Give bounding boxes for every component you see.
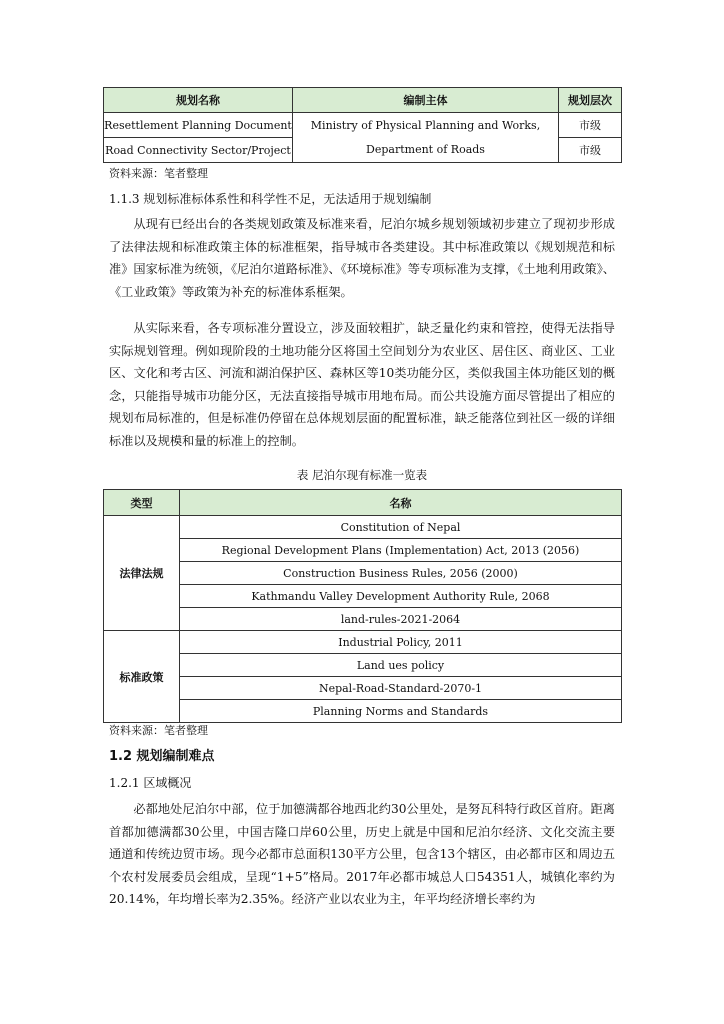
standard-name-cell: Nepal-Road-Standard-2070-1 [180, 677, 622, 700]
header-name: 名称 [180, 490, 622, 516]
standard-name-cell: Industrial Policy, 2011 [180, 631, 622, 654]
plan-name-cell: Road Connectivity Sector/Project [104, 138, 293, 163]
table-row [104, 113, 622, 138]
standard-name-cell: Planning Norms and Standards [180, 700, 622, 723]
header-compiler: 编制主体 [293, 88, 559, 113]
paragraph: 从现有已经出台的各类规划政策及标准来看，尼泊尔城乡规划领域初步建立了现初步形成了法律法规和标准政策主体的标准框架，指导城市各类建设。其中标准政策以《规划规范和标准》国家标准为统领，《尼泊尔道路标准》、《环境标准》等专项标准为支撑，《土地利用政策》、《工业政策》等政策为补充的标准体系框架。 [109, 217, 615, 299]
table-row [104, 700, 622, 723]
paragraph: 从实际来看，各专项标准分置设立，涉及面较粗扩，缺乏量化约束和管控，使得无法指导实际规划管理。例如现阶段的土地功能分区将国土空间划分为农业区、居住区、商业区、工业区、文化和考古区、河流和湖泊保护区、森林区等10类功能分区，类似我国主体功能区划的概念，只能指导城市功能分区，无法直接指导城市用地布局。而公共设施方面尽管提出了相应的规划布局标准的，但是标准仍停留在总体规划层面的配置标准，缺乏能落位到社区一级的详细标准以及规模和量的标准上的控制。 [109, 321, 615, 448]
compiler-cell [293, 113, 559, 163]
section-heading-1-1-3: 1.1.3 规划标准标体系性和科学性不足，无法适用于规划编制 [109, 192, 432, 206]
table-source-note: 资料来源：笔者整理 [109, 724, 208, 737]
table-caption: 表 尼泊尔现有标准一览表 [296, 468, 428, 482]
table-row [104, 516, 622, 539]
table-header-row [104, 88, 622, 113]
table-row [104, 608, 622, 631]
header-plan-name: 规划名称 [104, 88, 293, 113]
standard-name-cell: land-rules-2021-2064 [180, 608, 622, 631]
standard-name-cell: Construction Business Rules, 2056 (2000) [180, 562, 622, 585]
table-row [104, 539, 622, 562]
plan-name-cell: Resettlement Planning Document [104, 113, 293, 138]
table-source-note: 资料来源：笔者整理 [109, 167, 208, 180]
standard-name-cell: Regional Development Plans (Implementation) Act, 2013 (2056) [180, 539, 622, 562]
table-row [104, 631, 622, 654]
category-cell: 法律法规 [104, 516, 180, 631]
compiler-line-1: Ministry of Physical Planning and Works, [310, 118, 541, 132]
standard-name-cell: Land ues policy [180, 654, 622, 677]
standard-name-cell: Constitution of Nepal [180, 516, 622, 539]
section-heading-1-2: 1.2 规划编制难点 [109, 749, 215, 764]
section-heading-1-2-1: 1.2.1 区域概况 [109, 776, 192, 790]
plan-level-cell: 市级 [559, 113, 622, 138]
paragraph: 必都地处尼泊尔中部，位于加德满都谷地西北约30公里处，是努瓦科特行政区首府。距离首都加德满都30公里，中国吉隆口岸60公里，历史上就是中国和尼泊尔经济、文化交流主要通道和传统边贸市场。现今必都市总面积130平方公里，包含13个辖区，由必都市区和周边五个农村发展委员会组成，呈现“1+5”格局。2017年必都市城总人口54351人，城镇化率约为20.14%，年均增长率为2.35%。经济产业以农业为主，年平均经济增长率约为 [109, 802, 615, 906]
table-row [104, 585, 622, 608]
table-row [104, 677, 622, 700]
table-row [104, 562, 622, 585]
header-type: 类型 [104, 490, 180, 516]
plan-level-cell: 市级 [559, 138, 622, 163]
table-row [104, 654, 622, 677]
compiler-line-2: Department of Roads [366, 142, 485, 156]
category-cell: 标准政策 [104, 631, 180, 723]
standards-table [103, 489, 622, 723]
standard-name-cell: Kathmandu Valley Development Authority Rule, 2068 [180, 585, 622, 608]
table-header-row [104, 490, 622, 516]
planning-table [103, 87, 622, 163]
header-plan-level: 规划层次 [559, 88, 622, 113]
